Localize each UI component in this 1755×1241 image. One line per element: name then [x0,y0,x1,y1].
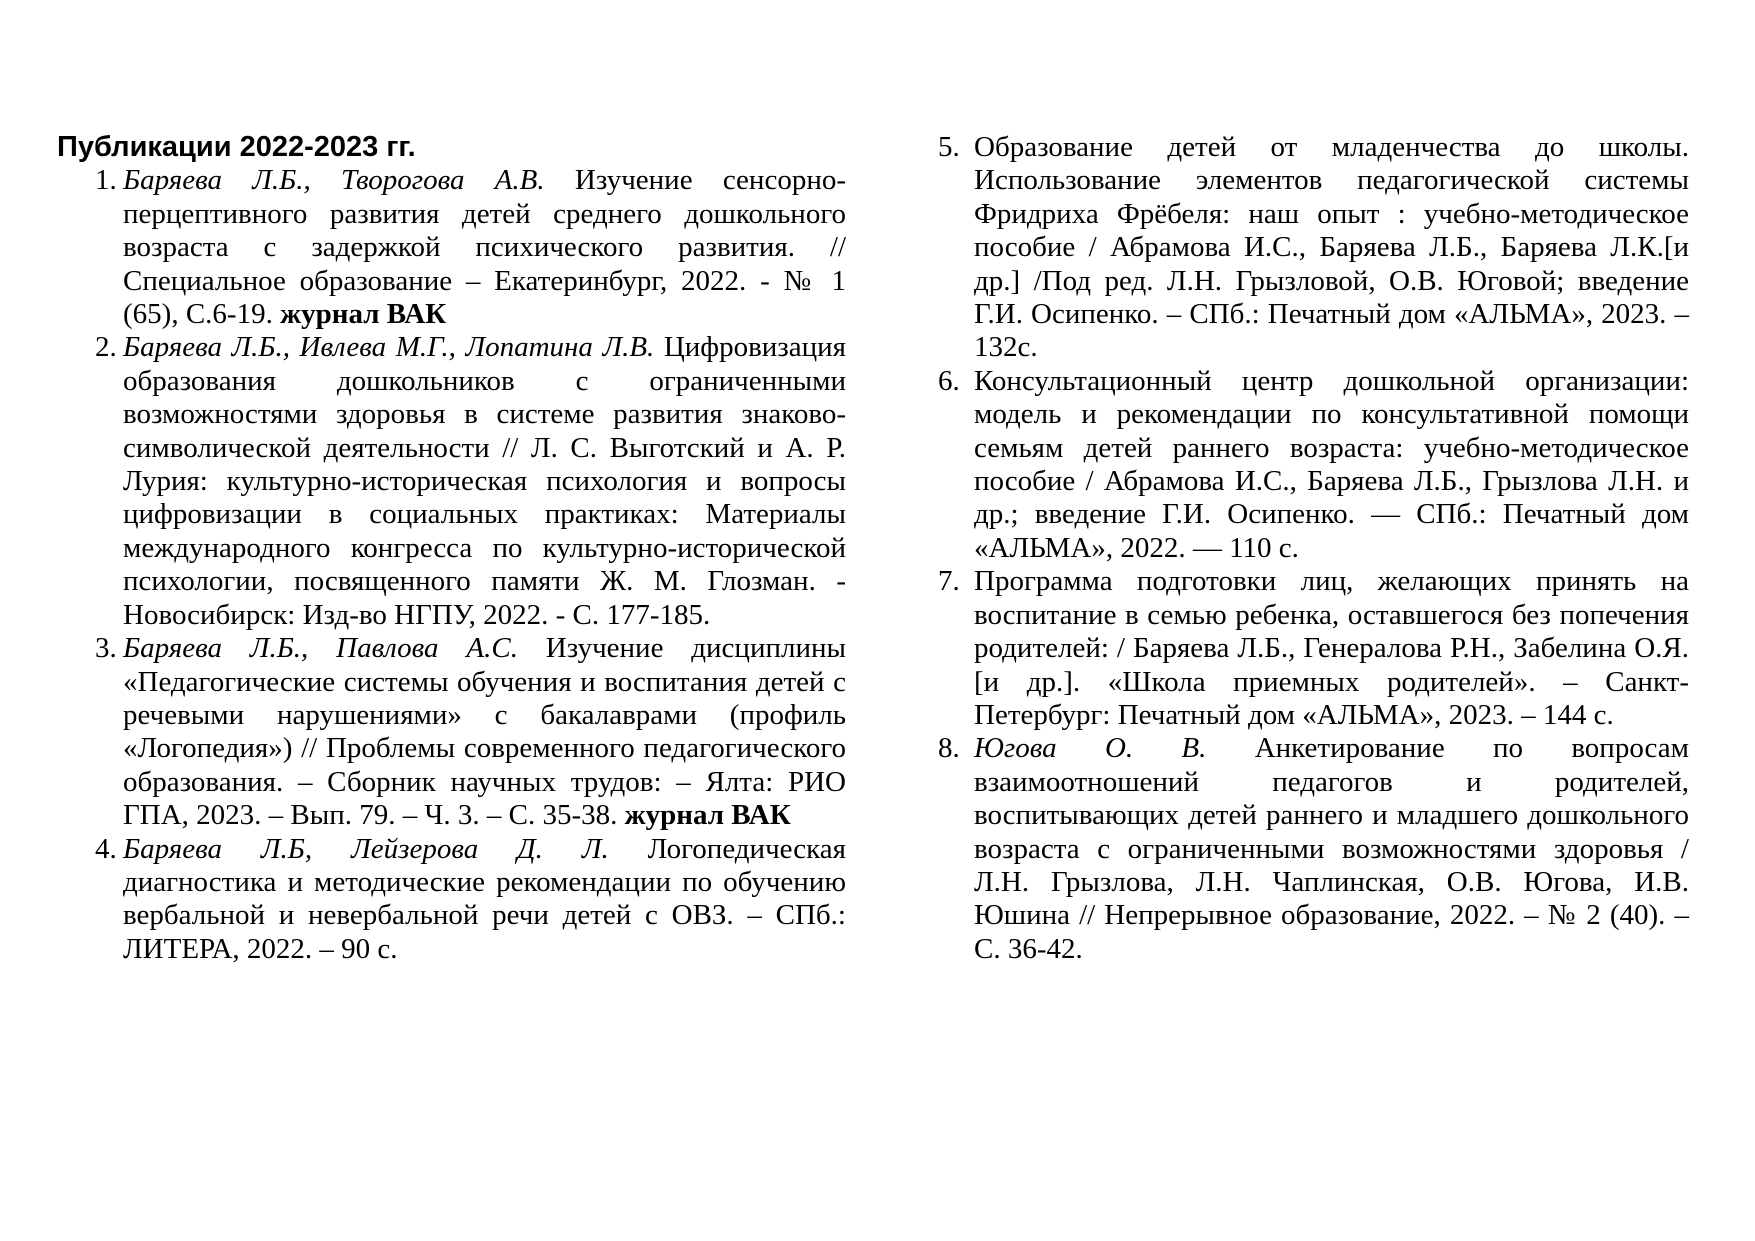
item-number: 7. [938,565,960,598]
item-number: 8. [938,732,960,765]
publication-item-6 [900,365,1689,565]
item-number: 4. [95,832,117,865]
left-column [57,131,846,966]
publication-item-5 [900,131,1689,365]
publication-item-7 [900,565,1689,732]
item-text: Логопедическая диагностика и методические рекомендации по обучению вербальной и невербальной речи детей с ОВЗ. – СПб.: ЛИТЕРА, 2022. – 90 с. [123,832,846,965]
item-text: Образование детей от младенчества до школы. Использование элементов педагогической системы Фридриха Фрёбеля: наш опыт : учебно-методическое пособие / Абрамова И.С., Баряева Л.Б., Баряева Л.К.[и др.] /Под ред. Л.Н. Грызловой, О.В. Юговой; введение Г.И. Осипенко. – СПб.: Печатный дом «АЛЬМА», 2023. – 132с. [974,131,1689,364]
right-column [900,131,1689,966]
item-text: Цифровизация образования дошкольников с ограниченными возможностями здоровья в системе развития знаково-символической деятельности // Л. С. Выготский и А. Р. Лурия: культурно-историческая психология и вопросы цифровизации в социальных практиках: Материалы международного конгресса по культурно-исторической психологии, посвященного памяти Ж. М. Глозман. - Новосибирск: Изд-во НГПУ, 2022. - С. 177-185. [123,331,847,631]
publication-item-2 [57,331,846,632]
item-number: 2. [95,331,117,364]
vak-badge: журнал ВАК [624,799,791,832]
item-authors: Баряева Л.Б., Ивлева М.Г., Лопатина Л.В. [123,331,655,364]
item-authors: Баряева Л.Б., Творогова А.В. [123,164,545,197]
item-authors: Баряева Л.Б., Павлова А.С. [123,632,518,665]
item-text: Консультационный центр дошкольной организации: модель и рекомендации по консультативной помощи семьям детей раннего возраста: учебно-методическое пособие / Абрамова И.С., Баряева Л.Б., Грызлова Л.Н. и др.; введение Г.И. Осипенко. — СПб.: Печатный дом «АЛЬМА», 2022. — 110 с. [974,364,1689,564]
publication-item-8 [900,732,1689,966]
item-number: 6. [938,364,960,397]
item-authors: Югова О. В. [974,732,1207,765]
item-text: Изучение дисциплины «Педагогические системы обучения и воспитания детей с речевыми нарушениями» с бакалаврами (профиль «Логопедия») // Проблемы современного педагогического образования. – Сборник научных трудов: – Ялта: РИО ГПА, 2023. – Вып. 79. – Ч. 3. – С. 35-38. [123,632,846,832]
page-title: Публикации 2022-2023 гг. [57,131,416,163]
item-number: 5. [938,131,960,163]
item-text: Изучение сенсорно-перцептивного развития детей среднего дошкольного возраста с задержкой психического развития. // Специальное образование – Екатеринбург, 2022. - № 1 (65), С.6-19. [123,164,846,331]
publication-item-3 [57,632,846,832]
publication-item-1 [57,164,846,331]
item-number: 1. [95,164,117,197]
item-number: 3. [95,632,117,665]
publication-item-4 [57,833,846,967]
item-authors: Баряева Л.Б, Лейзерова Д. Л. [123,832,609,865]
item-text: Анкетирование по вопросам взаимоотношений педагогов и родителей, воспитывающих детей раннего и младшего дошкольного возраста с ограниченными возможностями здоровья / Л.Н. Грызлова, Л.Н. Чаплинская, О.В. Югова, И.В. Юшина // Непрерывное образование, 2022. – № 2 (40). – С. 36-42. [974,732,1689,965]
item-text: Программа подготовки лиц, желающих принять на воспитание в семью ребенка, оставшегося без попечения родителей: / Баряева Л.Б., Генералова Р.Н., Забелина О.Я. [и др.]. «Школа приемных родителей». – Санкт-Петербург: Печатный дом «АЛЬМА», 2023. – 144 с. [974,565,1689,731]
vak-badge: журнал ВАК [280,298,447,331]
